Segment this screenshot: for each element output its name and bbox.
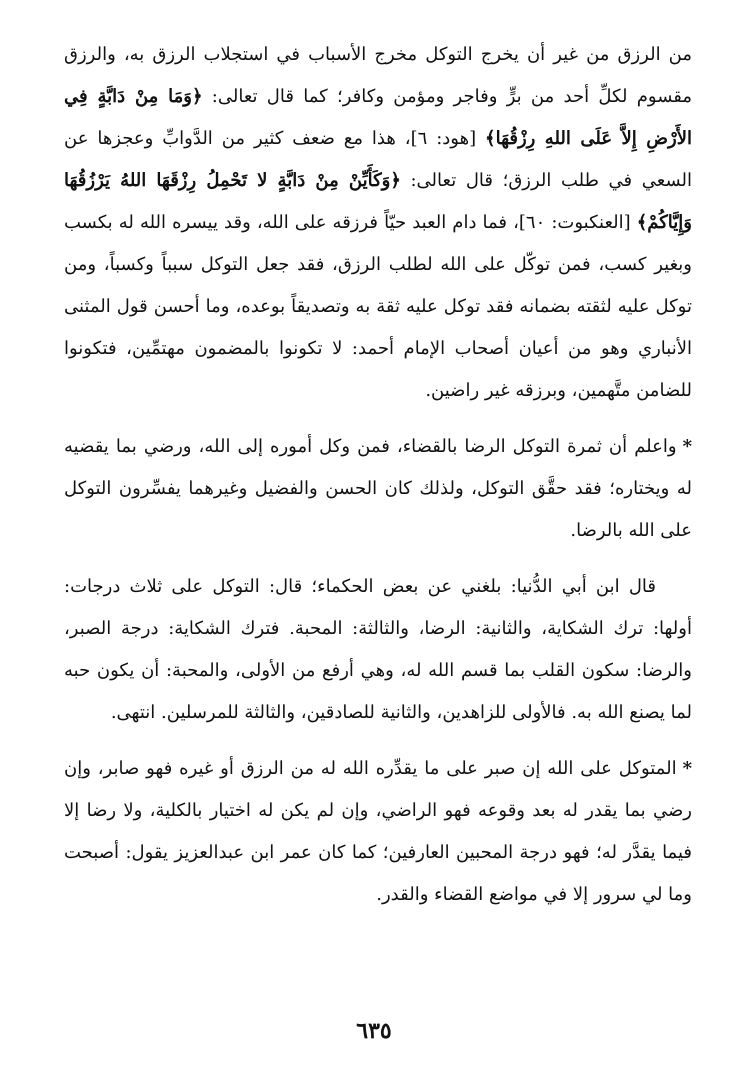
- asterisk-marker: *: [682, 758, 692, 779]
- quran-verse-ankabut: ﴿وَكَأَيِّنْ مِنْ دَابَّةٍ لا تَحْمِلُ رِزْقَهَا اللهُ يَرْزُقُهَا وَإِيَّاكُمْ﴾: [64, 170, 692, 233]
- paragraph-1-text-3: [العنكبوت: ٦٠]، فما دام العبد حيّاً فرزقه على الله، وقد ييسره الله له بكسب وبغير كسب، فمن توكّل على الله لطلب الرزق، فقد جعل التوكل سبباً وكسباً، ومن توكل عليه لثقته بضمانه فقد توكل عليه ثقة به وتصديقاً بوعده، وما أحسن قول المثنى الأنباري وهو من أعيان أصحاب الإمام أحمد: لا تكونوا بالمضمون مهتمِّين، فتكونوا للضامن متَّهمين، وبرزقه غير راضين.: [64, 212, 692, 401]
- quran-verse-hud: ﴿وَمَا مِنْ دَابَّةٍ فِي الأَرْضِ إِلاَّ عَلَى اللهِ رِزْقُهَا﴾: [64, 86, 692, 149]
- page-number: ٦٣٥: [356, 1018, 392, 1044]
- asterisk-marker: *: [682, 436, 692, 457]
- paragraph-3-text: قال ابن أبي الدُّنيا: بلغني عن بعض الحكماء؛ قال: التوكل على ثلاث درجات: أولها: ترك الشكاية، والثانية: الرضا، والثالثة: المحبة. فترك الشكاية: درجة الصبر، والرضا: سكون القلب بما قسم الله له، وهي أرفع من الأولى، والمحبة: أن يكون حبه لما يصنع الله به. فالأولى للزاهدين، والثانية للصادقين، والثالثة للمرسلين. انتهى.: [64, 576, 692, 723]
- paragraph-2-text: واعلم أن ثمرة التوكل الرضا بالقضاء، فمن وكل أموره إلى الله، ورضي بما يقضيه له ويختاره؛ فقد حقَّق التوكل، ولذلك كان الحسن والفضيل وغيرهما يفسِّرون التوكل على الله بالرضا.: [64, 436, 692, 541]
- paragraph-4: [64, 748, 692, 916]
- paragraph-2: [64, 426, 692, 552]
- paragraph-1: [64, 34, 692, 412]
- page-body: [64, 34, 692, 916]
- paragraph-1-text-2: [هود: ٦]، هذا مع ضعف كثير من الدَّوابِّ وعجزها عن السعي في طلب الرزق؛ قال تعالى:: [64, 128, 692, 191]
- paragraph-3: [64, 566, 692, 734]
- paragraph-4-text: المتوكل على الله إن صبر على ما يقدِّره الله له من الرزق أو غيره فهو صابر، وإن رضي بما يقدر له بعد وقوعه فهو الراضي، وإن لم يكن له اختيار بالكلية، ولا رضا إلا فيما يقدَّر له؛ فهو درجة المحبين العارفين؛ كما كان عمر ابن عبدالعزيز يقول: أصبحت وما لي سرور إلا في مواضع القضاء والقدر.: [64, 758, 692, 905]
- paragraph-1-text-1: من الرزق من غير أن يخرج التوكل مخرج الأسباب في استجلاب الرزق به، والرزق مقسوم لكلِّ أحد من برٍّ وفاجر ومؤمن وكافر؛ كما قال تعالى:: [64, 44, 693, 107]
